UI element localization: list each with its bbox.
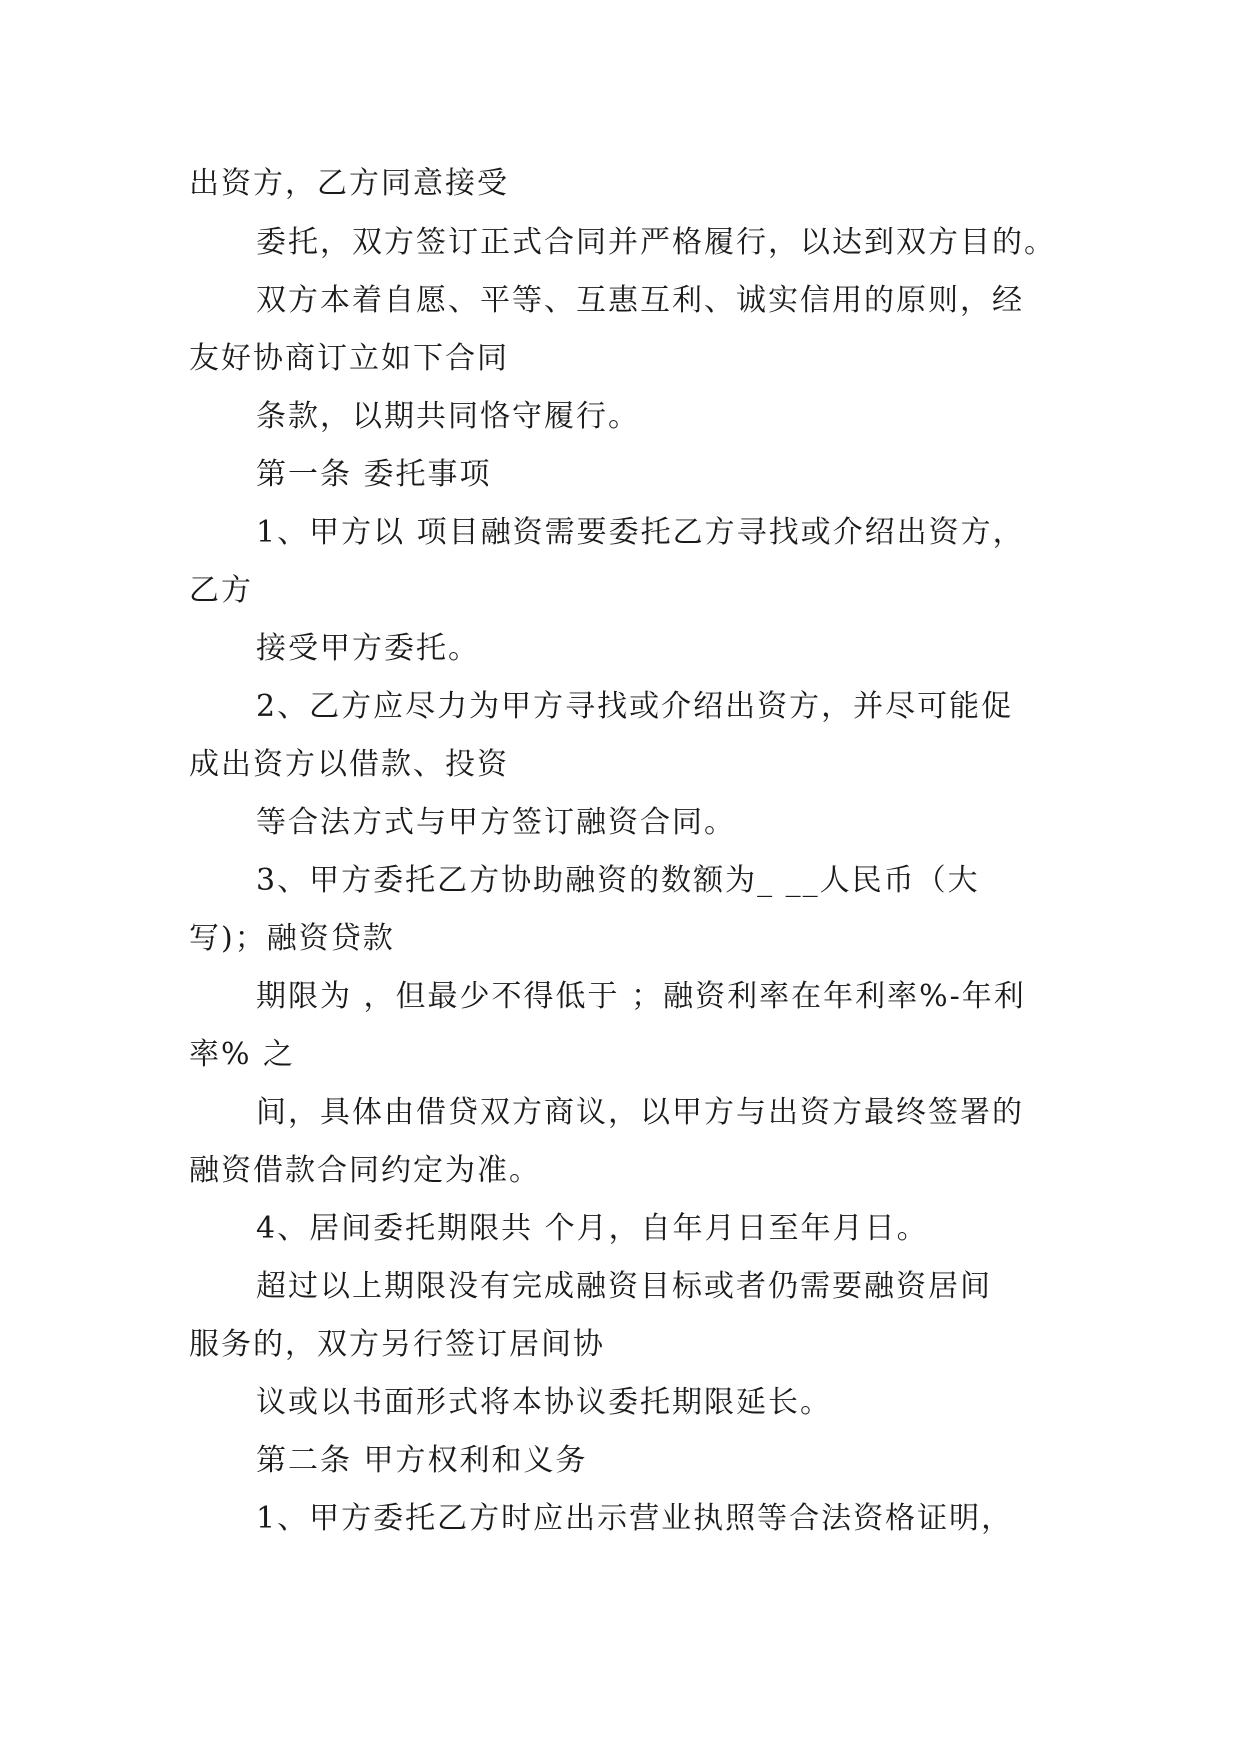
text-line-15: 期限为 ，但最少不得低于 ；融资利率在年利率%-年利 (256, 979, 1026, 1014)
text-line-19: 4、居间委托期限共 个月，自年月日至年月日。 (256, 1211, 929, 1246)
text-line-2: 委托，双方签订正式合同并严格履行，以达到双方目的。 (256, 225, 1056, 260)
text-line-10: 2、乙方应尽力为甲方寻找或介绍出资方，并尽可能促 (256, 689, 1014, 724)
section-heading-2: 第二条 甲方权利和义务 (256, 1443, 588, 1478)
text-line-13: 3、甲方委托乙方协助融资的数额为_ __人民币（大 (256, 863, 980, 898)
text-line-7: 1、甲方以 项目融资需要委托乙方寻找或介绍出资方， (256, 515, 1025, 550)
text-line-14: 写)；融资贷款 (189, 921, 395, 956)
text-line-4: 友好协商订立如下合同 (189, 341, 509, 376)
text-line-18: 融资借款合同约定为准。 (189, 1153, 541, 1188)
text-line-16: 率% 之 (189, 1037, 296, 1072)
text-line-5: 条款，以期共同恪守履行。 (256, 399, 640, 434)
text-line-11: 成出资方以借款、投资 (189, 747, 509, 782)
text-line-12: 等合法方式与甲方签订融资合同。 (256, 805, 736, 840)
text-line-17: 间，具体由借贷双方商议，以甲方与出资方最终签署的 (256, 1095, 1024, 1130)
text-line-24: 1、甲方委托乙方时应出示营业执照等合法资格证明， (256, 1501, 1014, 1536)
text-line-9: 接受甲方委托。 (256, 631, 480, 666)
text-line-3: 双方本着自愿、平等、互惠互利、诚实信用的原则，经 (256, 283, 1024, 318)
text-line-21: 服务的，双方另行签订居间协 (189, 1327, 605, 1362)
text-line-22: 议或以书面形式将本协议委托期限延长。 (256, 1385, 832, 1420)
text-line-20: 超过以上期限没有完成融资目标或者仍需要融资居间 (256, 1269, 992, 1304)
section-heading-1: 第一条 委托事项 (256, 457, 492, 492)
text-line-8: 乙方 (189, 573, 253, 608)
text-line-1: 出资方，乙方同意接受 (189, 166, 509, 201)
